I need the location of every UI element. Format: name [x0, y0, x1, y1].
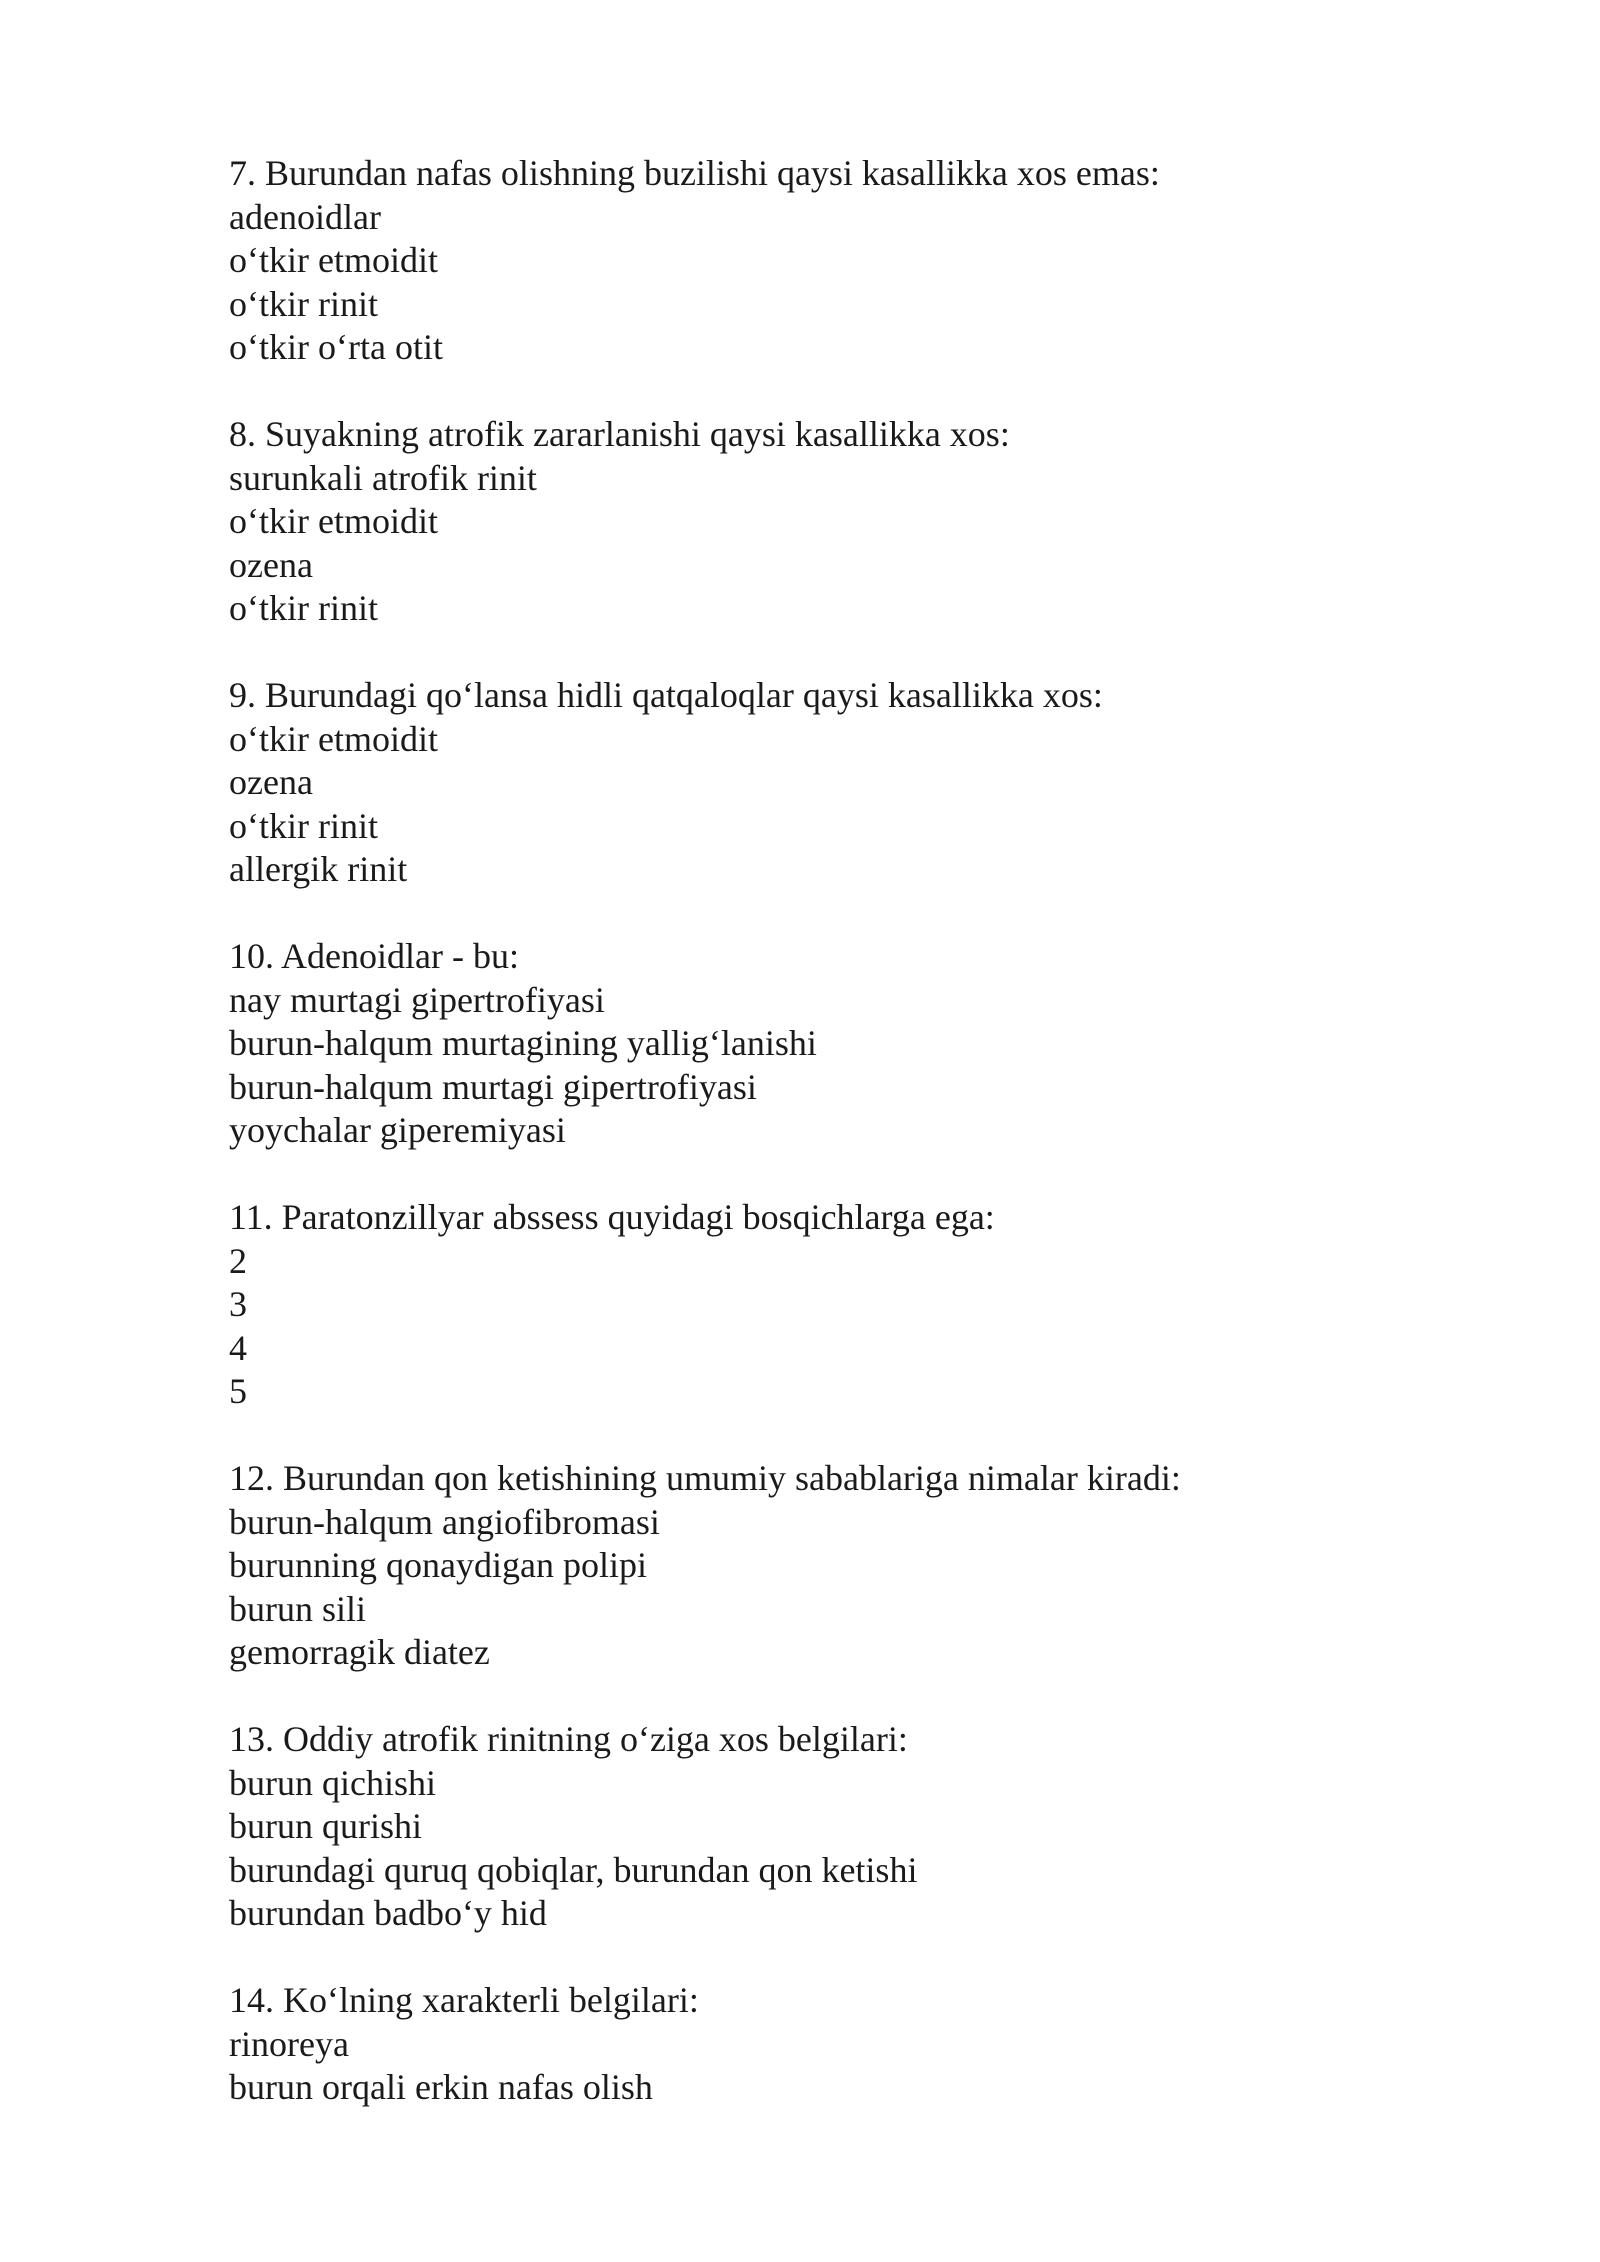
- question-list: [229, 152, 1409, 2153]
- answer-option: burun qichishi: [229, 1762, 436, 1803]
- answer-option: rinoreya: [229, 2023, 349, 2064]
- question-text: 10. Adenoidlar - bu:: [229, 936, 519, 976]
- question-14: [229, 1979, 1409, 2110]
- answer-options: [229, 457, 1409, 631]
- answer-option: o‘tkir rinit: [229, 588, 378, 628]
- question-text: 7. Burundan nafas olishning buzilishi qaysi kasallikka xos emas:: [229, 153, 1160, 193]
- question-text: 8. Suyakning atrofik zararlanishi qaysi kasallikka xos:: [229, 414, 1010, 454]
- answer-option: o‘tkir etmoidit: [229, 501, 438, 541]
- answer-option: burun qurishi: [229, 1806, 422, 1846]
- answer-option: gemorragik diatez: [229, 1632, 490, 1672]
- answer-options: [229, 718, 1409, 892]
- answer-option: o‘tkir rinit: [229, 283, 378, 324]
- answer-option: adenoidlar: [229, 196, 381, 237]
- answer-option: o‘tkir etmoidit: [229, 240, 438, 280]
- question-text: 12. Burundan qon ketishining umumiy sabablariga nimalar kiradi:: [229, 1458, 1181, 1498]
- answer-option: ozena: [229, 544, 313, 585]
- answer-option: burun-halqum murtagi gipertrofiyasi: [229, 1066, 757, 1107]
- answer-option: burun-halqum angiofibromasi: [229, 1501, 660, 1542]
- answer-option: o‘tkir rinit: [229, 805, 378, 846]
- answer-option: burundan badbo‘y hid: [229, 1893, 547, 1933]
- answer-option: 3: [229, 1284, 247, 1324]
- question-9: [229, 674, 1409, 892]
- question-13: [229, 1718, 1409, 1936]
- question-text: 14. Ko‘lning xarakterli belgilari:: [229, 1980, 699, 2020]
- question-text: 13. Oddiy atrofik rinitning o‘ziga xos belgilari:: [229, 1719, 908, 1759]
- question-12: [229, 1457, 1409, 1675]
- answer-option: ozena: [229, 762, 313, 802]
- answer-option: nay murtagi gipertrofiyasi: [229, 979, 605, 1020]
- answer-option: burun-halqum murtagining yallig‘lanishi: [229, 1023, 817, 1063]
- answer-options: [229, 1240, 1409, 1414]
- answer-options: [229, 1501, 1409, 1675]
- answer-options: [229, 979, 1409, 1153]
- answer-option: allergik rinit: [229, 849, 408, 889]
- question-text: 11. Paratonzillyar abssess quyidagi bosqichlarga ega:: [229, 1197, 995, 1237]
- answer-option: burun sili: [229, 1588, 367, 1629]
- answer-options: [229, 2023, 1409, 2110]
- question-text: 9. Burundagi qo‘lansa hidli qatqaloqlar qaysi kasallikka xos:: [229, 675, 1103, 715]
- answer-option: 4: [229, 1327, 247, 1368]
- answer-option: o‘tkir etmoidit: [229, 718, 438, 759]
- answer-option: burunning qonaydigan polipi: [229, 1545, 647, 1585]
- answer-option: surunkali atrofik rinit: [229, 457, 537, 498]
- answer-options: [229, 1762, 1409, 1936]
- answer-option: o‘tkir o‘rta otit: [229, 327, 443, 367]
- answer-options: [229, 196, 1409, 370]
- answer-option: burun orqali erkin nafas olish: [229, 2067, 653, 2107]
- answer-option: 5: [229, 1371, 247, 1411]
- answer-option: burundagi quruq qobiqlar, burundan qon ketishi: [229, 1849, 918, 1890]
- answer-option: yoychalar giperemiyasi: [229, 1110, 566, 1150]
- question-8: [229, 413, 1409, 631]
- question-7: [229, 152, 1409, 370]
- question-10: [229, 935, 1409, 1153]
- question-11: [229, 1196, 1409, 1414]
- answer-option: 2: [229, 1240, 247, 1281]
